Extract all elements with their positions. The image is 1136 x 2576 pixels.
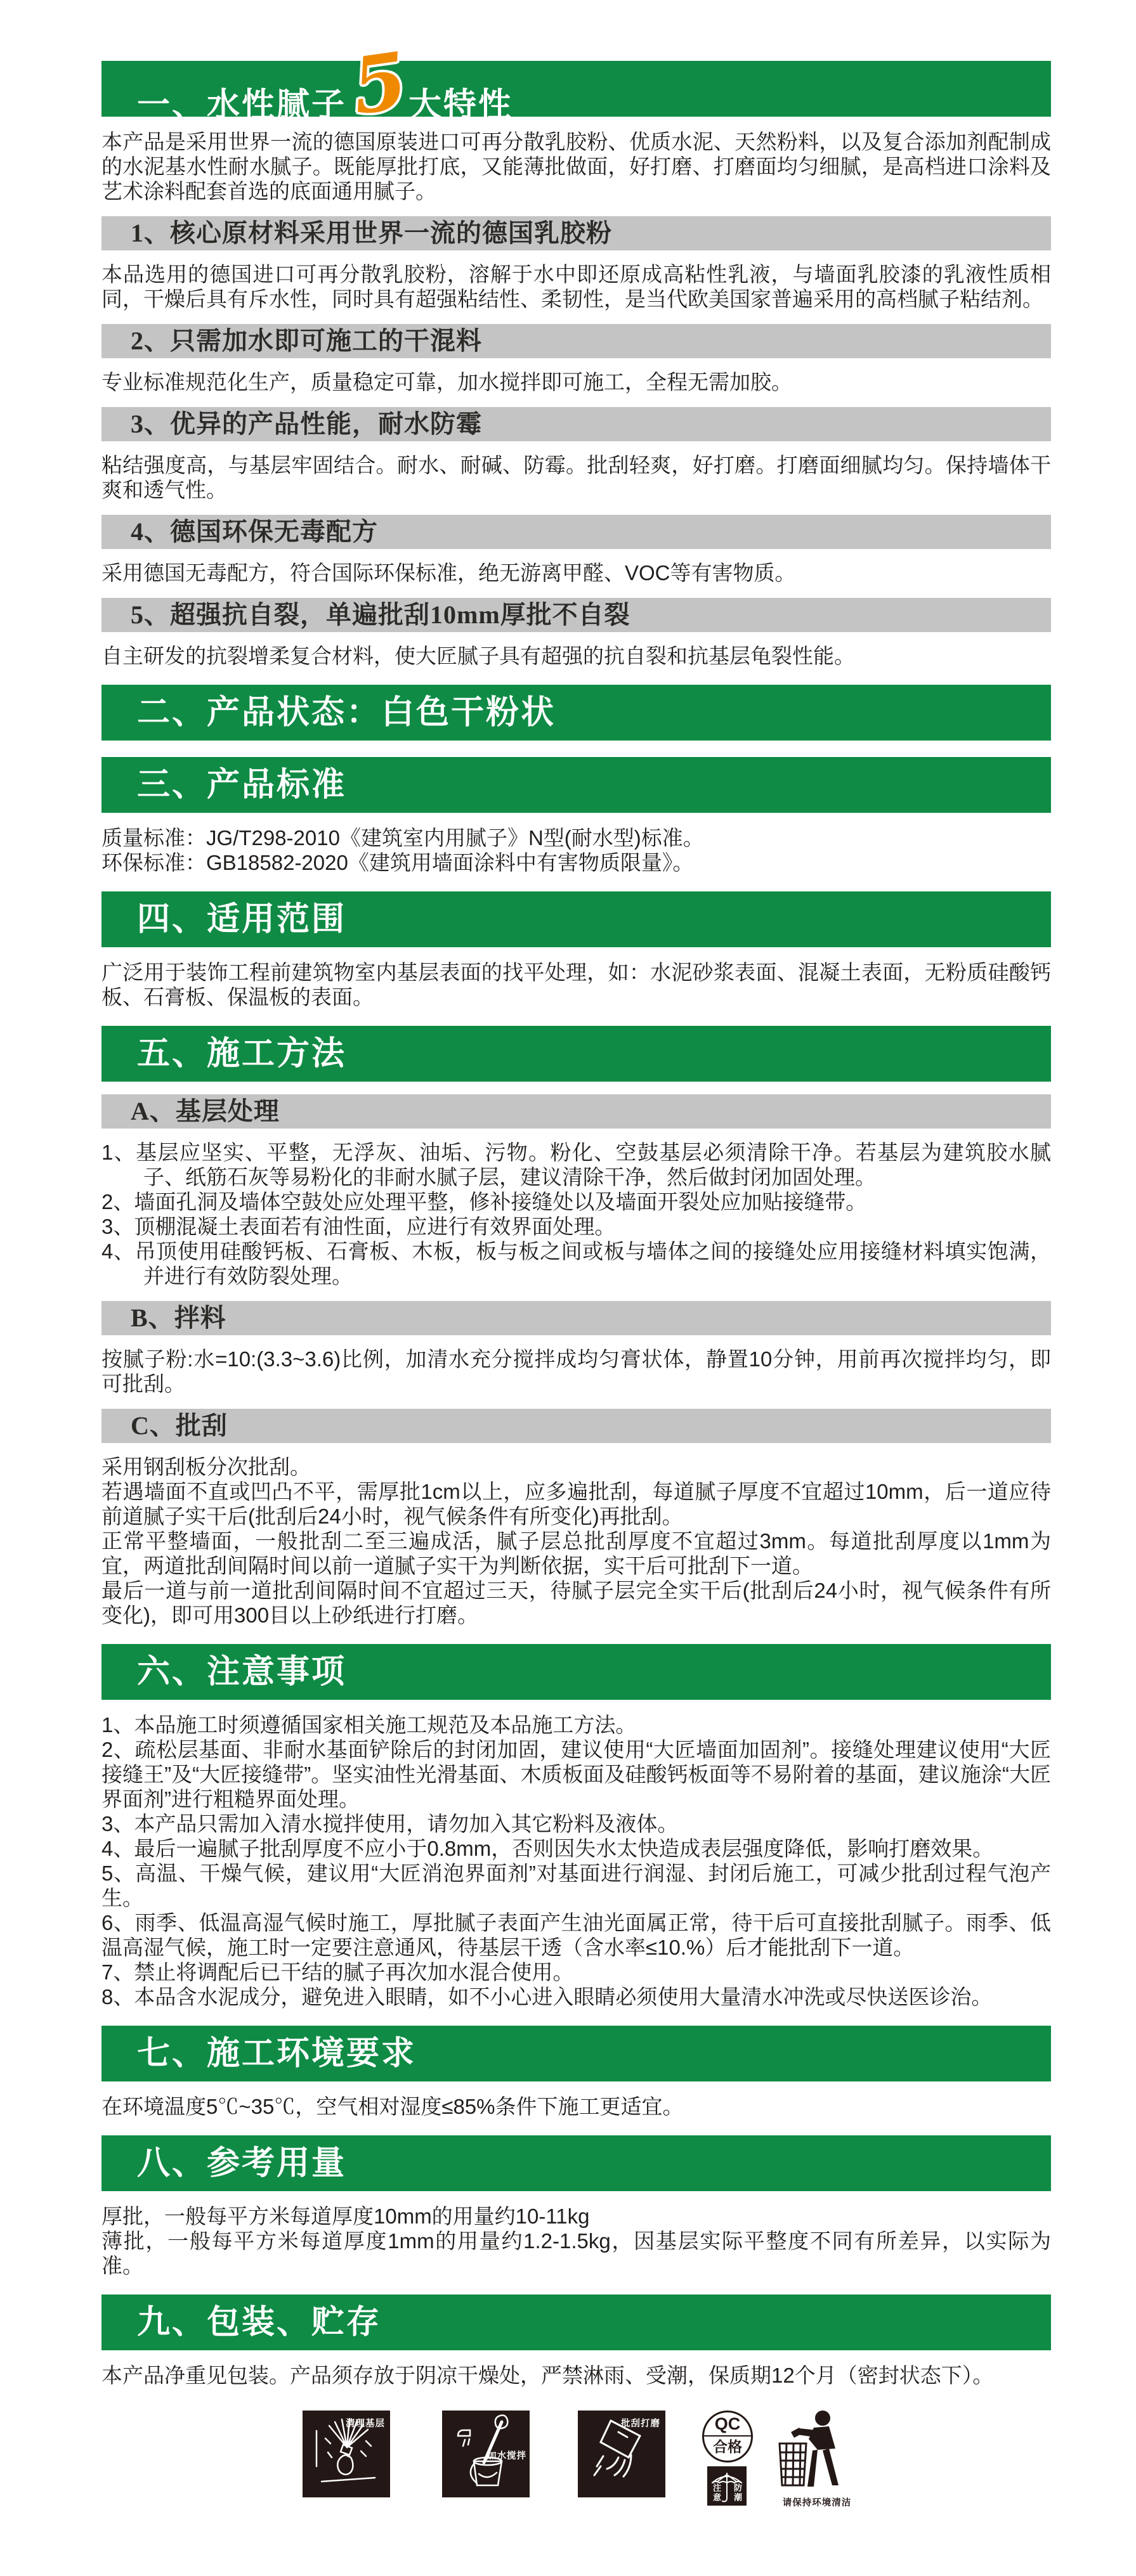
list-item: 5、高温、干燥气候，建议用“大匠消泡界面剂”对基面进行润湿、封闭后施工，可减少批刮过程气泡产生。 — [101, 1861, 1051, 1910]
scrape-sand-card — [578, 2411, 665, 2497]
section-header — [101, 685, 1051, 741]
qc-label: QC — [704, 2412, 751, 2437]
text: 5、超强抗自裂，单遍批刮10mm厚批不自裂 — [131, 600, 630, 629]
text: 一、水性腻子 — [137, 87, 347, 124]
paragraph-line: 质量标准：JG/T298-2010《建筑室内用腻子》N型(耐水型)标准。 — [101, 826, 704, 850]
tidyman-figure — [776, 2411, 845, 2490]
text: B、拌料 — [131, 1304, 226, 1332]
text: 三、产品标准 — [137, 767, 347, 803]
paragraph-text: 本品选用的德国进口可再分散乳胶粉，溶解于水中即还原成高粘性乳液，与墙面乳胶漆的乳液性质相同，干燥后具有斥水性，同时具有超强粘结性、柔韧性，是当代欧美国家普遍采用的高档腻子粘结剂。 — [101, 262, 1051, 311]
paragraph — [101, 129, 1051, 204]
text: A、基层处理 — [131, 1097, 280, 1125]
section-header — [101, 757, 1051, 813]
text: 九、包装、贮存 — [137, 2304, 382, 2341]
text: 七、施工环境要求 — [137, 2035, 417, 2072]
list-item: 采用钢刮板分次批刮。 — [101, 1455, 311, 1479]
subsection-header — [101, 515, 1051, 549]
section-header — [101, 2026, 1051, 2081]
list-item: 若遇墙面不直或凹凸不平，需厚批1cm以上，应多遍批刮，每道腻子厚度不宜超过10mm，后一道应待前道腻子实干后(批刮后24小时，视气候条件有所变化)再批刮。 — [101, 1480, 1051, 1528]
section-header — [101, 891, 1051, 947]
text: 四、适用范围 — [137, 901, 347, 938]
list-item: 8、本品含水泥成分，避免进入眼睛，如不小心进入眼睛必须使用大量清水冲洗或尽快送医诊治。 — [101, 1985, 993, 2009]
paragraph-text: 本产品是采用世界一流的德国原装进口可再分散乳胶粉、优质水泥、天然粉料，以及复合添加剂配制成的水泥基水性耐水腻子。既能厚批打底，又能薄批做面，好打磨、打磨面均匀细腻，是高档进口涂料及艺术涂料配套首选的底面通用腻子。 — [101, 130, 1051, 203]
list — [101, 1140, 1051, 1288]
list-item: 3、本产品只需加入清水搅拌使用，请勿加入其它粉料及液体。 — [101, 1812, 679, 1835]
section-header — [101, 34, 1051, 133]
qc-pass-badge — [702, 2411, 753, 2463]
paragraph-text: 专业标准规范化生产，质量稳定可靠，加水搅拌即可施工，全程无需加胶。 — [101, 370, 792, 394]
keep-dry-label: 防潮 — [733, 2483, 742, 2502]
tidyman-caption: 请保持环境清洁 — [782, 2498, 852, 2508]
paragraph-line: 环保标准：GB18582-2020《建筑用墙面涂料中有害物质限量》。 — [101, 851, 694, 874]
product-sheet — [101, 0, 1051, 2388]
paragraph-text: 本产品净重见包装。产品须存放于阴凉干燥处，严禁淋雨、受潮，保质期12个月（密封状态下）。 — [101, 2364, 994, 2387]
list-item: 2、疏松层基面、非耐水基面铲除后的封闭加固，建议使用“大匠墙面加固剂”。接缝处理建议使用“大匠接缝王”及“大匠接缝带”。坚实油性光滑基面、木质板面及硅酸钙板面等不易附着的基面，建议施涂“大匠界面剂”进行粗糙界面处理。 — [101, 1738, 1051, 1811]
subsection-header — [101, 1094, 1051, 1129]
list-item: 2、墙面孔洞及墙体空鼓处应处理平整，修补接缝处以及墙面开裂处应加贴接缝带。 — [101, 1190, 867, 1214]
text: 4、德国环保无毒配方 — [131, 517, 378, 546]
subsection-header — [101, 598, 1051, 632]
list — [101, 1712, 1051, 2009]
list-item: 6、雨季、低温高湿气候时施工，厚批腻子表面产生油光面属正常，待干后可直接批刮腻子。雨季、低温高湿气候，施工时一定要注意通风，待基层干透（含水率≤10.%）后才能批刮下一道。 — [101, 1911, 1051, 1959]
section-header — [101, 2294, 1051, 2350]
card-label: 批刮打磨 — [621, 2419, 660, 2429]
list-item: 3、顶棚混凝土表面若有油性面，应进行有效界面处理。 — [101, 1215, 616, 1238]
qc-pass-label: 合格 — [713, 2439, 742, 2455]
paragraph — [101, 560, 1051, 585]
section-header — [101, 1026, 1051, 1082]
list — [101, 1454, 1051, 1628]
text: 六、注意事项 — [137, 1654, 347, 1690]
text: 3、优异的产品性能，耐水防霉 — [131, 410, 482, 438]
subsection-header — [101, 324, 1051, 358]
list-item: 4、最后一遍腻子批刮厚度不应小于0.8mm，否则因失水太快造成表层强度降低，影响打磨效果。 — [101, 1837, 994, 1860]
text: 1、核心原材料采用世界一流的德国乳胶粉 — [131, 219, 612, 247]
text: 五、施工方法 — [137, 1035, 347, 1072]
text: 八、参考用量 — [137, 2145, 347, 2182]
subsection-header — [101, 1409, 1051, 1443]
footer-icons — [101, 2411, 1051, 2544]
paragraph-line: 薄批，一般每平方米每道厚度1mm的用量约1.2-1.5kg，因基层实际平整度不同有所差异，以实际为准。 — [101, 2229, 1051, 2277]
list-item: 4、吊顶使用硅酸钙板、石膏板、木板，板与板之间或板与墙体之间的接缝处应用接缝材料填实饱满，并进行有效防裂处理。 — [101, 1239, 1051, 1288]
paragraph-text: 粘结强度高，与基层牢固结合。耐水、耐碱、防霉。批刮轻爽，好打磨。打磨面细腻均匀。保持墙体干爽和透气性。 — [101, 453, 1051, 502]
paragraph — [101, 825, 1051, 875]
list-item: 1、本品施工时须遵循国家相关施工规范及本品施工方法。 — [101, 1713, 637, 1737]
highlight-number: 5 — [346, 34, 413, 133]
list-item: 1、基层应坚实、平整，无浮灰、油垢、污物。粉化、空鼓基层必须清除干净。若基层为建筑胶水腻子、纸筋石灰等易粉化的非耐水腻子层，建议清除干净，然后做封闭加固处理。 — [101, 1141, 1051, 1189]
paragraph — [101, 453, 1051, 502]
paragraph — [101, 1347, 1051, 1396]
paragraph — [101, 370, 1051, 394]
paragraph-text: 采用德国无毒配方，符合国际环保标准，绝无游离甲醛、VOC等有害物质。 — [101, 561, 796, 585]
paragraph-text: 广泛用于装饰工程前建筑物室内基层表面的找平处理，如：水泥砂浆表面、混凝土表面，无粉质硅酸钙板、石膏板、保温板的表面。 — [101, 961, 1051, 1009]
text: 大特性 — [408, 87, 514, 124]
paragraph — [101, 644, 1051, 668]
section-header — [101, 1644, 1051, 1700]
subsection-header — [101, 1301, 1051, 1335]
paragraph-text: 在环境温度5℃~35℃，空气相对湿度≤85%条件下施工更适宜。 — [101, 2095, 684, 2118]
card-label: 加水搅拌 — [487, 2451, 526, 2461]
paragraph-text: 自主研发的抗裂增柔复合材料，使大匠腻子具有超强的抗自裂和抗基层龟裂性能。 — [101, 644, 855, 668]
list-item: 最后一道与前一道批刮间隔时间不宜超过三天，待腻子层完全实干后(批刮后24小时，视气候条件有所变化)，即可用300目以上砂纸进行打磨。 — [101, 1579, 1051, 1627]
paragraph — [101, 2094, 1051, 2119]
list-item: 7、禁止将调配后已干结的腻子再次加水混合使用。 — [101, 1960, 574, 1984]
caution-label: 注意 — [712, 2483, 721, 2502]
paragraph — [101, 262, 1051, 311]
keep-dry-icon — [707, 2466, 747, 2506]
paragraph-line: 厚批，一般每平方米每道厚度10mm的用量约10-11kg — [101, 2204, 590, 2228]
card-label: 清理基层 — [346, 2419, 385, 2429]
text: 二、产品状态：白色干粉状 — [137, 694, 556, 731]
subsection-header — [101, 216, 1051, 250]
paragraph — [101, 2363, 1051, 2388]
mix-water-card — [442, 2411, 530, 2497]
paragraph — [101, 960, 1051, 1009]
section-header — [101, 2135, 1051, 2191]
paragraph — [101, 2204, 1051, 2278]
text: C、批刮 — [131, 1411, 228, 1440]
subsection-header — [101, 407, 1051, 441]
paragraph-text: 按腻子粉:水=10:(3.3~3.6)比例，加清水充分搅拌成均匀膏状体，静置10分钟，用前再次搅拌均匀，即可批刮。 — [101, 1347, 1051, 1395]
clean-base-card — [303, 2411, 390, 2497]
text: 2、只需加水即可施工的干混料 — [131, 327, 482, 355]
list-item: 正常平整墙面，一般批刮二至三遍成活，腻子层总批刮厚度不宜超过3mm。每道批刮厚度以1mm为宜，两道批刮间隔时间以前一道腻子实干为判断依据，实干后可批刮下一道。 — [101, 1529, 1051, 1577]
tidyman-icon — [776, 2411, 871, 2509]
